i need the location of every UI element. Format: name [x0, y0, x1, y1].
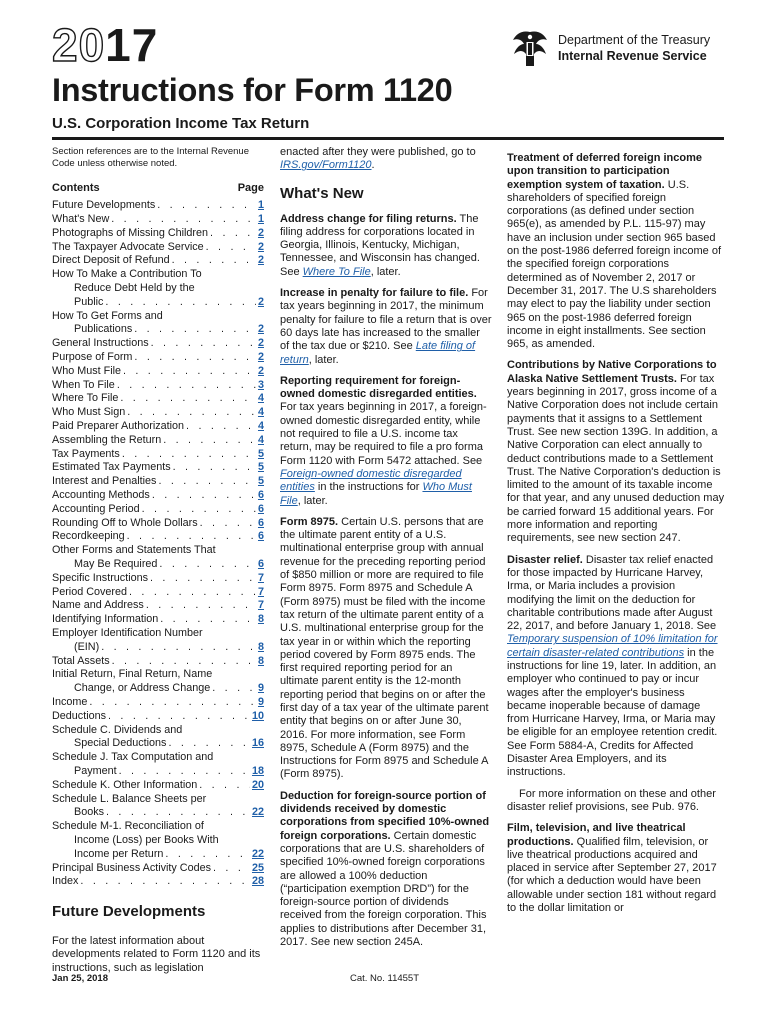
toc-line — [52, 475, 264, 489]
toc-line — [52, 544, 264, 558]
toc-label: Identifying Information — [52, 613, 159, 626]
toc-leader-dots — [199, 779, 250, 793]
toc-line — [52, 875, 264, 889]
toc-line — [52, 834, 264, 848]
toc-line — [52, 765, 264, 779]
intro-note: Section references are to the Internal Revenue Code unless otherwise noted. — [52, 146, 249, 169]
toc-entry[interactable] — [52, 875, 264, 889]
toc-line — [52, 586, 264, 600]
toc-leader-dots — [152, 489, 256, 503]
disaster-text-2: in the instructions for line 19, later. In addition, an employer who continued to pay or incur wages after the employer's business became inoperable because of damage from Hurricane Harvey, Irma, or Maria may be eligible for an employee retention credit. See Form 5884-A, Credits for Affected Disaster Area Employers, and its instructions. — [507, 646, 718, 779]
toc-line — [52, 351, 264, 365]
toc-label: Future Developments — [52, 199, 156, 212]
toc-entry[interactable] — [52, 199, 264, 213]
toc-page-link[interactable]: 6 — [257, 530, 264, 543]
toc-entry[interactable] — [52, 268, 264, 309]
penalty-paragraph — [280, 287, 492, 367]
column-middle — [280, 146, 492, 957]
reporting-paragraph — [280, 375, 492, 508]
toc-entry[interactable] — [52, 461, 264, 475]
toc-entry[interactable] — [52, 751, 264, 779]
future-developments-heading: Future Developments — [52, 903, 206, 921]
more-info-paragraph: For more information on these and other disaster relief provisions, see Pub. 976. — [507, 787, 716, 813]
toc-line — [52, 572, 264, 586]
toc-page-link[interactable]: 22 — [251, 806, 264, 819]
deduction-text: Certain domestic corporations that are U.S. shareholders of specified 10%-owned foreign corporations are allowed a 100% deduction (“participation exemption DRD”) for the foreign-source portion of dividends received from the foreign corporation. This applies to distributions after December 31, 2017. See new section 245A. — [280, 829, 487, 949]
toc-leader-dots — [117, 379, 256, 393]
toc-label: Special Deductions — [74, 737, 167, 750]
irs-eagle-logo-icon — [508, 28, 552, 70]
toc-leader-dots — [200, 517, 256, 531]
toc-leader-dots — [122, 448, 256, 462]
reporting-mid: in the instructions for — [314, 481, 423, 494]
toc-leader-dots — [127, 406, 256, 420]
toc-entry[interactable] — [52, 724, 264, 752]
foreign-owned-link[interactable]: Foreign-owned domestic disregarded entities — [280, 467, 462, 494]
toc-leader-dots — [120, 392, 256, 406]
toc-label: Index — [52, 875, 79, 888]
toc-line — [52, 406, 264, 420]
toc-label: Schedule M-1. Reconciliation of — [52, 820, 204, 833]
department-block — [558, 32, 710, 64]
toc-entry[interactable] — [52, 572, 264, 586]
toc-label: May Be Required — [74, 558, 158, 571]
form-8975-lead: Form 8975. — [280, 515, 339, 528]
disaster-paragraph — [507, 554, 725, 780]
where-to-file-link[interactable]: Where To File — [302, 265, 371, 278]
toc-line — [52, 710, 264, 724]
toc-line — [52, 737, 264, 751]
toc-entry[interactable] — [52, 793, 264, 821]
toc-label: (EIN) — [74, 640, 100, 653]
toc-entry[interactable] — [52, 710, 264, 724]
toc-label: Schedule J. Tax Computation and — [52, 751, 214, 764]
toc-page-link[interactable]: 7 — [257, 585, 264, 598]
disaster-lead: Disaster relief. — [507, 553, 583, 566]
toc-page-link[interactable]: 22 — [251, 847, 264, 860]
toc-entry[interactable] — [52, 668, 264, 696]
toc-label: Schedule L. Balance Sheets per — [52, 792, 207, 805]
toc-line — [52, 254, 264, 268]
toc-line — [52, 448, 264, 462]
penalty-lead: Increase in penalty for failure to file. — [280, 287, 469, 300]
continued-text: enacted after they were published, go to — [280, 146, 476, 158]
toc-line — [52, 310, 264, 324]
toc-leader-dots — [168, 737, 250, 751]
toc-line — [52, 337, 264, 351]
toc-page-heading: Page — [237, 182, 264, 194]
header-divider — [52, 137, 724, 140]
toc-page-link[interactable]: 4 — [257, 406, 264, 419]
toc-line — [52, 627, 264, 641]
toc-page-link[interactable]: 2 — [257, 351, 264, 364]
toc-page-link[interactable]: 2 — [257, 323, 264, 336]
toc-label: Publications — [74, 323, 133, 336]
toc-entry[interactable] — [52, 254, 264, 268]
toc-line — [52, 227, 264, 241]
toc-page-link[interactable]: 25 — [251, 861, 264, 874]
toc-leader-dots — [206, 241, 256, 255]
toc-entry[interactable] — [52, 489, 264, 503]
toc-line — [52, 420, 264, 434]
deferred-text: U.S. shareholders of specified foreign corporations (as defined under section 965(e), as amended by P.L. 115-97) may have an inclusion under section 965 based on the post-1986 deferred foreign income of the specified foreign corporations determined as of November 2, 2017 or December 31, 2017. The U.S shareholders may elect to pay the liability under section 965 on the post-1986 deferred foreign income in eight installments. See section 965, as amended. — [507, 178, 722, 351]
toc-page-link[interactable]: 5 — [257, 461, 264, 474]
toc-leader-dots — [123, 365, 256, 379]
toc-label: Initial Return, Final Return, Name — [52, 668, 213, 681]
reporting-end: , later. — [297, 494, 328, 507]
toc-entry[interactable] — [52, 351, 264, 365]
toc-line — [52, 282, 264, 296]
toc-page-link[interactable]: 7 — [257, 599, 264, 612]
native-lead: Contributions by Native Corporations to Alaska Native Settlement Trusts. — [507, 359, 717, 385]
whats-new-heading: What's New — [280, 184, 364, 202]
penalty-text: For tax years beginning in 2017, the minimum penalty for failure to file a return that is over 60 days late has increased to the smaller of the tax due or $210. See — [280, 287, 492, 353]
toc-leader-dots — [134, 323, 256, 337]
toc-label: Name and Address — [52, 599, 144, 612]
department-name: Department of the Treasury — [558, 33, 711, 47]
toc-line — [52, 296, 264, 310]
toc-leader-dots — [106, 806, 250, 820]
toc-label: Photographs of Missing Children — [52, 226, 209, 239]
toc-page-link[interactable]: 2 — [257, 240, 264, 253]
toc-leader-dots — [210, 227, 256, 241]
toc-entry[interactable] — [52, 544, 264, 572]
toc-entry[interactable] — [52, 337, 264, 351]
toc-label: Period Covered — [52, 585, 128, 598]
toc-leader-dots — [172, 254, 256, 268]
toc-line — [52, 489, 264, 503]
toc-label: Who Must File — [52, 364, 121, 377]
toc-page-link[interactable]: 8 — [257, 613, 264, 626]
toc-label: Paid Preparer Authorization — [52, 420, 185, 433]
toc-page-link[interactable]: 2 — [257, 295, 264, 308]
toc-line — [52, 323, 264, 337]
address-change-lead: Address change for filing returns. — [280, 212, 457, 225]
toc-entry[interactable] — [52, 448, 264, 462]
toc-entry[interactable] — [52, 365, 264, 379]
film-text: Qualified film, television, or live theatrical productions acquired and placed in service after September 27, 2017 (for which a deduction would have been allowable under section 181 without regard to the dollar limitation or — [507, 835, 717, 915]
toc-page-link[interactable]: 6 — [257, 516, 264, 529]
toc-label: The Taxpayer Advocate Service — [52, 240, 204, 253]
toc-leader-dots — [160, 613, 256, 627]
toc-label: Accounting Period — [52, 502, 140, 515]
toc-label: How To Make a Contribution To — [52, 268, 202, 281]
toc-page-link[interactable]: 2 — [257, 337, 264, 350]
toc-leader-dots — [101, 641, 256, 655]
toc-page-link[interactable]: 5 — [257, 475, 264, 488]
film-lead: Film, television, and live theatrical productions. — [507, 822, 686, 848]
toc-label: Principal Business Activity Codes — [52, 861, 212, 874]
toc-label: When To File — [52, 378, 115, 391]
toc-label: Where To File — [52, 392, 119, 405]
toc-line — [52, 461, 264, 475]
toc-page-link[interactable]: 1 — [257, 199, 264, 212]
toc-entry[interactable] — [52, 696, 264, 710]
toc-page-link[interactable]: 6 — [257, 502, 264, 515]
toc-entry[interactable] — [52, 420, 264, 434]
reporting-text: For tax years beginning in 2017, a foreign-owned domestic disregarded entity, while not required to file a U.S. income tax return, may be required to file a pro forma Form 1120 with Form 5472 attached. See — [280, 401, 487, 467]
toc-label: Public — [74, 295, 104, 308]
toc-entry[interactable] — [52, 530, 264, 544]
toc-page-link[interactable]: 18 — [251, 764, 264, 777]
toc-label: Tax Payments — [52, 447, 120, 460]
toc-page-link[interactable]: 4 — [257, 420, 264, 433]
toc-label: Income per Return — [74, 847, 164, 860]
toc-page-link[interactable]: 10 — [251, 709, 264, 722]
deferred-lead: Treatment of deferred foreign income upon transition to participation exemption system of taxation. — [507, 152, 702, 191]
toc-label: Total Assets — [52, 654, 110, 667]
toc-leader-dots — [150, 572, 256, 586]
toc-leader-dots — [165, 848, 250, 862]
toc-line — [52, 379, 264, 393]
toc-leader-dots — [119, 765, 250, 779]
toc-line — [52, 599, 264, 613]
toc-leader-dots — [157, 199, 256, 213]
toc-label: Deductions — [52, 709, 107, 722]
toc-line — [52, 724, 264, 738]
toc-entry[interactable] — [52, 655, 264, 669]
form-year — [52, 19, 159, 71]
toc-leader-dots — [212, 682, 256, 696]
toc-label: Income (Loss) per Books With — [74, 833, 219, 846]
toc-label: Schedule C. Dividends and — [52, 723, 183, 736]
toc-label: What's New — [52, 213, 110, 226]
toc-entry[interactable] — [52, 475, 264, 489]
address-change-end: , later. — [370, 265, 401, 278]
toc-line — [52, 613, 264, 627]
toc-line — [52, 862, 264, 876]
toc-page-link[interactable]: 28 — [251, 875, 264, 888]
toc-label: Direct Deposit of Refund — [52, 254, 170, 267]
continued-paragraph — [280, 146, 492, 173]
toc-leader-dots — [142, 503, 256, 517]
toc-leader-dots — [127, 530, 256, 544]
toc-line — [52, 558, 264, 572]
toc-page-link[interactable]: 9 — [257, 682, 264, 695]
toc-leader-dots — [186, 420, 256, 434]
toc-line — [52, 213, 264, 227]
toc-line — [52, 682, 264, 696]
toc-entry[interactable] — [52, 241, 264, 255]
toc-entry[interactable] — [52, 310, 264, 338]
toc-page-link[interactable]: 2 — [257, 364, 264, 377]
toc-label: Accounting Methods — [52, 489, 150, 502]
toc-line — [52, 751, 264, 765]
toc-leader-dots — [173, 461, 256, 475]
year-solid: 17 — [105, 19, 159, 71]
toc-line — [52, 793, 264, 807]
deduction-paragraph — [280, 790, 492, 950]
toc-entry[interactable] — [52, 392, 264, 406]
agency-name: Internal Revenue Service — [558, 49, 707, 63]
toc-line — [52, 241, 264, 255]
penalty-end: , later. — [308, 353, 339, 366]
reporting-lead: Reporting requirement for foreign-owned domestic disregarded entities. — [280, 374, 477, 401]
column-left — [52, 146, 264, 983]
disaster-text: Disaster tax relief enacted for those impacted by Hurricane Harvey, Irma, or Maria includes a provision modifying the limit on the deduction for charitable contributions made after August 22, 2017, and before January 1, 2018. See — [507, 553, 717, 633]
toc-leader-dots — [151, 337, 256, 351]
toc-label: Other Forms and Statements That — [52, 544, 216, 557]
form-8975-text: Certain U.S. persons that are the ultimate parent entity of a U.S. multinational enterprise group with annual revenue for the preceding reporting period of $850 million or more are required to file Form 8975. Form 8975 and Schedule A (Form 8975) must be filed with the income tax return of the ultimate parent entity of a U.S. multinational enterprise group for the tax year in or within which the reporting period covered by Form 8975 ends. The first required reporting period for an ultimate parent entity is the 12-month reporting period that begins on or after the first day of a tax year of the ultimate parent entity that begins on or after June 30, 2016. For more information, see Form 8975, Schedule A (Form 8975) and the Instructions for Form 8975 and Schedule A (Form 8975). — [280, 515, 489, 781]
toc-label: Interest and Penalties — [52, 475, 157, 488]
toc-page-link[interactable]: 9 — [257, 695, 264, 708]
toc-page-link[interactable]: 5 — [257, 447, 264, 460]
toc-label: Reduce Debt Held by the — [74, 282, 195, 295]
toc-label: Who Must Sign — [52, 406, 126, 419]
toc-page-link[interactable]: 2 — [257, 226, 264, 239]
toc-label: General Instructions — [52, 337, 149, 350]
toc-leader-dots — [105, 296, 256, 310]
toc-leader-dots — [129, 586, 256, 600]
toc-page-link[interactable]: 4 — [257, 392, 264, 405]
toc-label: Assembling the Return — [52, 433, 162, 446]
column-right — [507, 146, 725, 923]
toc-label: Specific Instructions — [52, 571, 149, 584]
toc-page-link[interactable]: 8 — [257, 640, 264, 653]
toc-entry[interactable] — [52, 434, 264, 448]
form1120-link[interactable]: IRS.gov/Form1120 — [280, 159, 372, 172]
toc-entry[interactable] — [52, 820, 264, 861]
toc-line — [52, 668, 264, 682]
toc-page-link[interactable]: 2 — [257, 254, 264, 267]
form-8975-paragraph — [280, 516, 492, 782]
toc-page-link[interactable]: 1 — [257, 213, 264, 226]
toc-page-link[interactable]: 7 — [257, 571, 264, 584]
toc-leader-dots — [158, 475, 256, 489]
toc-label: Income — [52, 695, 88, 708]
toc-entry[interactable] — [52, 503, 264, 517]
toc-leader-dots — [213, 862, 250, 876]
toc-page-link[interactable]: 16 — [251, 737, 264, 750]
toc-entry[interactable] — [52, 227, 264, 241]
toc-entry[interactable] — [52, 599, 264, 613]
toc-entry[interactable] — [52, 379, 264, 393]
toc-line — [52, 268, 264, 282]
film-paragraph — [507, 822, 725, 915]
toc-line — [52, 434, 264, 448]
page-subtitle: U.S. Corporation Income Tax Return — [52, 115, 310, 132]
toc-page-link[interactable]: 3 — [257, 378, 264, 391]
toc-leader-dots — [80, 875, 250, 889]
toc-line — [52, 503, 264, 517]
toc-line — [52, 655, 264, 669]
late-filing-link[interactable]: Late filing of return — [280, 340, 476, 366]
toc-header — [52, 182, 264, 195]
toc-line — [52, 848, 264, 862]
toc-line — [52, 696, 264, 710]
toc-leader-dots — [89, 696, 256, 710]
footer-date: Jan 25, 2018 — [52, 973, 108, 984]
toc-label: Books — [74, 806, 105, 819]
toc-leader-dots — [112, 655, 256, 669]
toc-entry[interactable] — [52, 627, 264, 655]
toc-line — [52, 365, 264, 379]
toc-page-link[interactable]: 6 — [257, 558, 264, 571]
toc-line — [52, 806, 264, 820]
footer-catalog-number: Cat. No. 11455T — [350, 973, 420, 984]
toc-leader-dots — [108, 710, 250, 724]
who-must-file-link[interactable]: Who Must File — [280, 481, 472, 507]
toc-entry[interactable] — [52, 862, 264, 876]
page-title: Instructions for Form 1120 — [52, 72, 453, 108]
toc-line — [52, 641, 264, 655]
toc-page-link[interactable]: 20 — [251, 778, 264, 791]
toc-label: Rounding Off to Whole Dollars — [52, 516, 198, 529]
toc-entry[interactable] — [52, 586, 264, 600]
toc-leader-dots — [159, 558, 256, 572]
toc-leader-dots — [146, 599, 256, 613]
toc-leader-dots — [163, 434, 256, 448]
continued-end: . — [371, 159, 375, 172]
toc-line — [52, 517, 264, 531]
table-of-contents — [52, 199, 264, 889]
toc-label: How To Get Forms and — [52, 309, 163, 322]
native-text: For tax years beginning in 2017, gross income of a Native Corporation does not include certain payments that it assigns to a Settlement Trust. See new section 139G. In addition, a Native Corporation can elect annually to deduct contributions made to a Settlement Trust. The Native Corporation's deduction is limited to the amount of its taxable income for that year, and any unused deduction may be carried forward 15 additional years. For more information and reporting requirements, see new section 247. — [507, 372, 725, 545]
toc-leader-dots — [134, 351, 256, 365]
deduction-lead: Deduction for foreign-source portion of dividends received by domestic corporations from specified 10%-owned foreign corporations. — [280, 789, 490, 842]
toc-label: Schedule K. Other Information — [52, 778, 198, 791]
toc-line — [52, 392, 264, 406]
deferred-paragraph — [507, 152, 725, 351]
toc-heading: Contents — [52, 182, 100, 194]
toc-line — [52, 779, 264, 793]
native-paragraph — [507, 359, 725, 545]
toc-line — [52, 820, 264, 834]
toc-line — [52, 530, 264, 544]
year-outline: 20 — [52, 19, 106, 71]
temporary-suspension-link[interactable]: Temporary suspension of 10% limitation for certain disaster-related contributions — [507, 633, 718, 659]
toc-label: Estimated Tax Payments — [52, 461, 171, 474]
toc-label: Payment — [74, 764, 117, 777]
future-developments-text: For the latest information about developments related to Form 1120 and its instructions, such as legislation — [52, 935, 261, 974]
toc-entry[interactable] — [52, 613, 264, 627]
address-change-paragraph — [280, 213, 492, 279]
toc-page-link[interactable]: 6 — [257, 489, 264, 502]
toc-line — [52, 199, 264, 213]
toc-leader-dots — [111, 213, 256, 227]
toc-label: Employer Identification Number — [52, 627, 203, 639]
toc-entry[interactable] — [52, 213, 264, 227]
toc-label: Recordkeeping — [52, 530, 125, 543]
toc-page-link[interactable]: 8 — [257, 654, 264, 667]
address-change-text: The filing address for corporations located in Georgia, Illinois, Kentucky, Michigan, Tennessee, and Wisconsin has changed. See — [280, 212, 480, 278]
toc-label: Purpose of Form — [52, 351, 133, 364]
toc-entry[interactable] — [52, 517, 264, 531]
toc-entry[interactable] — [52, 779, 264, 793]
toc-entry[interactable] — [52, 406, 264, 420]
toc-page-link[interactable]: 4 — [257, 433, 264, 446]
toc-label: Change, or Address Change — [74, 682, 211, 695]
